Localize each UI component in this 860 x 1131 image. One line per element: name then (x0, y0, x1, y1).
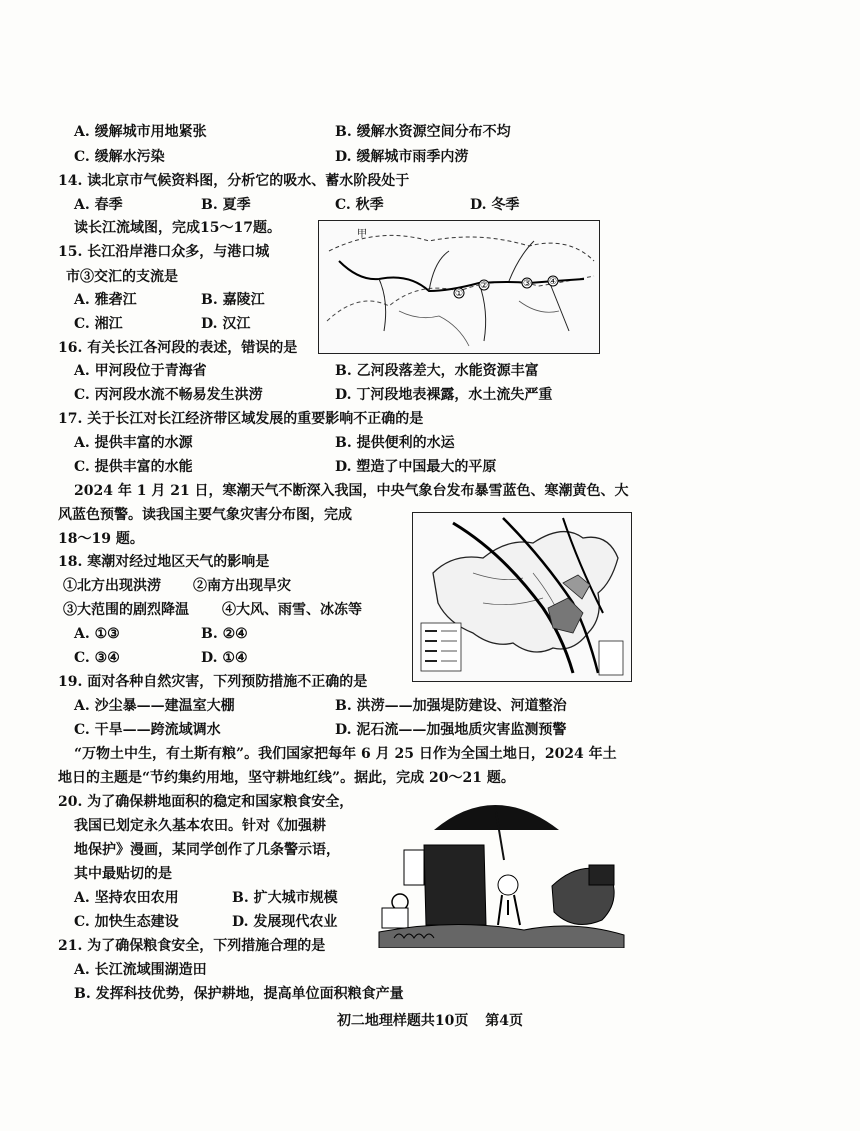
q18-stem: 18. 寒潮对经过地区天气的影响是 (58, 554, 270, 570)
intro-15-17: 读长江流域图，完成15～17题。 (74, 220, 281, 236)
q17-option-c: C. 提供丰富的水能 (74, 459, 193, 475)
q15-option-d: D. 汉江 (201, 316, 251, 332)
q14-option-a: A. 春季 (74, 197, 123, 213)
q18-statement-2: ②南方出现旱灾 (193, 578, 291, 594)
q18-option-c: C. ③④ (74, 650, 120, 666)
q15-option-a: A. 雅砻江 (74, 292, 137, 308)
q20-stem-line4: 其中最贴切的是 (74, 866, 172, 882)
q21-option-a: A. 长江流域围湖造田 (74, 962, 207, 978)
q17-option-d: D. 塑造了中国最大的平原 (335, 459, 497, 475)
q20-option-a: A. 坚持农田农用 (74, 890, 179, 906)
q15-stem-line2: 市③交汇的支流是 (66, 269, 178, 285)
map1-port-4: ④ (549, 277, 558, 287)
footer-page-number: 第4页 (485, 1013, 524, 1029)
intro-20-21-line2: 地日的主题是“节约集约用地，坚守耕地红线”。据此，完成 20～21 题。 (58, 770, 515, 786)
q13-option-c: C. 缓解水污染 (74, 149, 165, 165)
q15-option-b: B. 嘉陵江 (201, 292, 265, 308)
china-weather-hazard-map (412, 512, 632, 682)
q13-option-b: B. 缓解水资源空间分布不均 (335, 124, 511, 140)
q16-option-a: A. 甲河段位于青海省 (74, 363, 207, 379)
q14-option-d: D. 冬季 (470, 197, 520, 213)
q20-option-c: C. 加快生态建设 (74, 914, 179, 930)
q20-option-d: D. 发展现代农业 (232, 914, 338, 930)
q19-option-a: A. 沙尘暴——建温室大棚 (74, 698, 235, 714)
yangtze-basin-map (318, 220, 600, 354)
q19-stem: 19. 面对各种自然灾害，下列预防措施不正确的是 (58, 674, 368, 690)
q16-stem: 16. 有关长江各河段的表述，错误的是 (58, 340, 298, 356)
q19-option-d: D. 泥石流——加强地质灾害监测预警 (335, 722, 567, 738)
q14-stem: 14. 读北京市气候资料图，分析它的吸水、蓄水阶段处于 (58, 173, 410, 189)
q18-statement-3: ③大范围的剧烈降温 (63, 602, 189, 618)
map1-label-jia: 甲 (357, 229, 367, 240)
page-footer (0, 1010, 860, 1030)
footer-title: 初二地理样题共10页 (336, 1013, 469, 1029)
q14-option-b: B. 夏季 (201, 197, 251, 213)
q20-option-b: B. 扩大城市规模 (232, 890, 338, 906)
q15-stem-line1: 15. 长江沿岸港口众多，与港口城 (58, 244, 270, 260)
q17-option-a: A. 提供丰富的水源 (74, 435, 193, 451)
map1-port-3: ③ (523, 279, 532, 289)
q17-option-b: B. 提供便利的水运 (335, 435, 455, 451)
map1-port-2: ② (480, 281, 489, 291)
q18-statement-4: ④大风、雨雪、冰冻等 (222, 602, 362, 618)
q14-option-c: C. 秋季 (335, 197, 384, 213)
q21-option-b: B. 发挥科技优势，保护耕地，提高单位面积粮食产量 (74, 986, 404, 1002)
intro-18-19-line2: 风蓝色预警。读我国主要气象灾害分布图，完成 (58, 507, 352, 523)
q18-option-d: D. ①④ (201, 650, 248, 666)
q15-option-c: C. 湘江 (74, 316, 123, 332)
q20-stem-line2: 我国已划定永久基本农田。针对《加强耕 (74, 818, 326, 834)
q13-option-d: D. 缓解城市雨季内涝 (335, 149, 469, 165)
q18-statement-1: ①北方出现洪涝 (63, 578, 161, 594)
q21-stem: 21. 为了确保粮食安全，下列措施合理的是 (58, 938, 326, 954)
farmland-protection-cartoon (374, 790, 626, 948)
q20-stem-line3: 地保护》漫画，某同学创作了几条警示语， (74, 842, 340, 858)
intro-18-19-line3: 18～19 题。 (58, 531, 144, 547)
intro-18-19-line1: 2024 年 1 月 21 日，寒潮天气不断深入我国，中央气象台发布暴雪蓝色、寒潮黄色、大 (74, 483, 629, 499)
intro-20-21-line1: “万物土中生，有土斯有粮”。我们国家把每年 6 月 25 日作为全国土地日，2024 年土 (74, 746, 617, 762)
q19-option-b: B. 洪涝——加强堤防建设、河道整治 (335, 698, 567, 714)
map1-port-1: ① (455, 289, 464, 299)
q16-option-b: B. 乙河段落差大，水能资源丰富 (335, 363, 539, 379)
q19-option-c: C. 干旱——跨流域调水 (74, 722, 221, 738)
q17-stem: 17. 关于长江对长江经济带区域发展的重要影响不正确的是 (58, 411, 424, 427)
q13-option-a: A. 缓解城市用地紧张 (74, 124, 207, 140)
q18-option-b: B. ②④ (201, 626, 248, 642)
q16-option-d: D. 丁河段地表裸露，水土流失严重 (335, 387, 553, 403)
q18-option-a: A. ①③ (74, 626, 120, 642)
q16-option-c: C. 丙河段水流不畅易发生洪涝 (74, 387, 263, 403)
q20-stem-line1: 20. 为了确保耕地面积的稳定和国家粮食安全， (58, 794, 354, 810)
